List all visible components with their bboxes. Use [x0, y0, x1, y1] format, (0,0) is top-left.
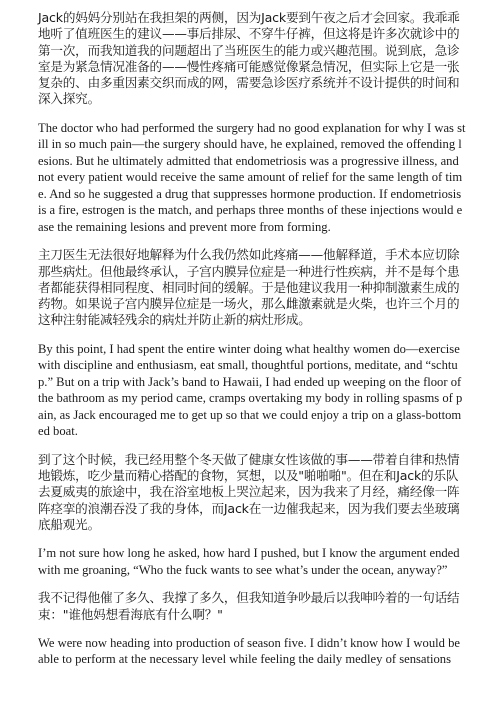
paragraph-zh-4: 我不记得他催了多久、我撑了多久，但我知道争吵最后以我呻吟着的一句话结束："谁他妈想看海底有什么啊？": [38, 590, 460, 622]
paragraph-zh-3: 到了这个时候，我已经用整个冬天做了健康女性该做的事——带着自律和热情地锻炼，吃少量而精心搭配的食物，冥想，以及"啪啪啪"。但在和Jack的乐队去夏威夷的旅途中，我在浴室地板上哭泣起来，因为我来了月经，痛经像一阵阵痉挛的浪潮吞没了我的身体，而Jack在一边催我起来，因为我们要去坐玻璃底船观光。: [38, 451, 460, 532]
paragraph-zh-1: Jack的妈妈分别站在我担架的两侧，因为Jack要到午夜之后才会回家。我乖乖地听了值班医生的建议——事后排尿、不穿牛仔裤，但这将是许多次就诊中的第一次，而我知道我的问题超出了当班医生的能力或兴趣范围。说到底，急诊室是为紧急情况准备的——慢性疼痛可能感觉像紧急情况，但实际上它是一张复杂的、由多重因素交织而成的网，需要急诊医疗系统并不设计提供的时间和深入探究。: [38, 10, 460, 107]
document-page: [38, 10, 466, 668]
paragraph-en-2: By this point, I had spent the entire winter doing what healthy women do—exercise with discipline and enthusiasm, eat small, thoughtful portions, meditate, and “schtup.” But on a trip with Jack’s band to Hawaii, I had ended up weeping on the floor of the bathroom as my period came, cramps overtaking my body in rolling spasms of pain, as Jack encouraged me to get up so that we could enjoy a trip on a glass-bottomed boat.: [38, 341, 463, 439]
paragraph-zh-2: 主刀医生无法很好地解释为什么我仍然如此疼痛——他解释道，手术本应切除那些病灶。但他最终承认，子宫内膜异位症是一种进行性疾病，并不是每个患者都能获得相同程度、相同时间的缓解。于是他建议我用一种抑制激素生成的药物。如果说子宫内膜异位症是一场火，那么雌激素就是火柴，也许三个月的这种注射能减轻残余的病灶并防止新的病灶形成。: [38, 247, 460, 328]
paragraph-en-4: We were now heading into production of season five. I didn’t know how I would be able to perform at the necessary level while feeling the daily medley of sensations: [38, 635, 460, 667]
paragraph-en-3: I’m not sure how long he asked, how hard I pushed, but I know the argument ended with me groaning, “Who the fuck wants to see what’s under the ocean, anyway?”: [38, 546, 460, 577]
paragraph-en-1: The doctor who had performed the surgery had no good explanation for why I was still in so much pain—the surgery should have, he explained, removed the offending lesions. But he ultimately admitted that endometriosis was a progressive illness, and not every patient would receive the same amount of relief for the same length of time. And so he suggested a drug that suppresses hormone production. If endometriosis is a fire, estrogen is the match, and perhaps three months of these injections would ease the remaining lesions and prevent more from forming.: [38, 120, 466, 234]
